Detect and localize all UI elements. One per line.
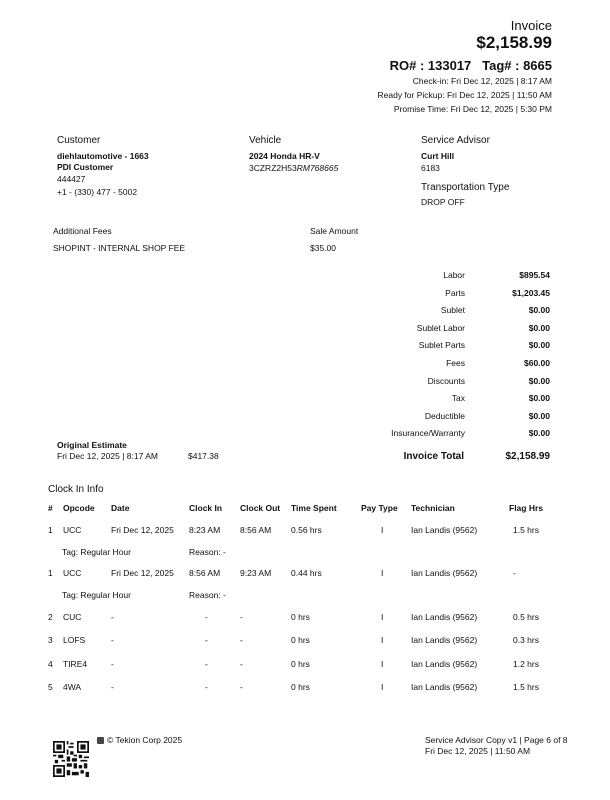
cell-flag-hrs: 1.5 hrs bbox=[513, 524, 539, 535]
cell-flag-hrs: 0.3 hrs bbox=[513, 635, 539, 646]
cell-clock-out: - bbox=[240, 682, 243, 693]
original-estimate-amount: $417.38 bbox=[188, 451, 219, 461]
cell-date: - bbox=[111, 682, 114, 693]
cell-technician: Ian Landis (9562) bbox=[411, 568, 478, 579]
clock-in-info-heading: Clock In Info bbox=[48, 484, 104, 495]
document-title: Invoice bbox=[510, 18, 552, 33]
invoice-total-label: Invoice Total bbox=[403, 451, 464, 462]
totals-label: Tax bbox=[451, 393, 465, 404]
table-row bbox=[48, 676, 568, 700]
cell-time-spent: 0 hrs bbox=[291, 682, 310, 693]
cell-clock-out: - bbox=[240, 635, 243, 646]
cell-time-spent: 0.44 hrs bbox=[291, 568, 322, 579]
column-header: Time Spent bbox=[291, 503, 337, 513]
cell-opcode: 4WA bbox=[63, 682, 82, 693]
copyright-text: © Tekion Corp 2025 bbox=[107, 735, 183, 745]
cell-time-spent: 0.56 hrs bbox=[291, 524, 322, 535]
totals-value: $0.00 bbox=[528, 428, 550, 439]
cell-technician: Ian Landis (9562) bbox=[411, 524, 478, 535]
totals-value: $0.00 bbox=[528, 410, 550, 421]
cell-pay-type: I bbox=[381, 611, 384, 622]
totals-label: Fees bbox=[446, 357, 465, 368]
service-advisor-heading: Service Advisor bbox=[421, 135, 490, 146]
original-estimate-heading: Original Estimate bbox=[57, 440, 127, 450]
cell-date: - bbox=[111, 611, 114, 622]
tag-label: Tag: Regular Hour bbox=[62, 546, 131, 557]
cell-date: Fri Dec 12, 2025 bbox=[111, 524, 174, 535]
customer-name: diehlautomotive - 1663 bbox=[57, 151, 149, 161]
column-header: Flag Hrs bbox=[509, 503, 544, 513]
totals-value: $895.54 bbox=[519, 270, 550, 280]
clock-table-header bbox=[48, 498, 568, 518]
customer-phone: +1 - (330) 477 - 5002 bbox=[57, 187, 138, 197]
vin-suffix: RM768665 bbox=[296, 163, 339, 173]
cell-number: 2 bbox=[48, 611, 53, 622]
tekion-logo-icon bbox=[97, 737, 104, 744]
totals-label: Labor bbox=[443, 270, 465, 280]
cell-clock-out: 8:56 AM bbox=[240, 524, 272, 535]
tag-row bbox=[48, 542, 568, 562]
cell-pay-type: I bbox=[381, 635, 384, 646]
totals-row-sublet bbox=[340, 305, 550, 323]
printed-timestamp: Fri Dec 12, 2025 | 11:50 AM bbox=[425, 746, 531, 756]
table-row bbox=[48, 652, 568, 676]
cell-time-spent: 0 hrs bbox=[291, 635, 310, 646]
fees-column-header: Additional Fees bbox=[53, 226, 112, 236]
cell-clock-out: - bbox=[240, 658, 243, 669]
table-row bbox=[48, 562, 568, 586]
table-row bbox=[48, 518, 568, 542]
cell-clock-out: - bbox=[240, 611, 243, 622]
totals-row-sublet-parts bbox=[340, 340, 550, 358]
copy-page-info: Service Advisor Copy v1 | Page 6 of 8 bbox=[425, 735, 568, 745]
totals-row-fees bbox=[340, 358, 550, 376]
cell-opcode: UCC bbox=[63, 568, 82, 579]
tag-row bbox=[48, 585, 568, 605]
totals-value: $0.00 bbox=[528, 340, 550, 351]
table-row bbox=[48, 605, 568, 629]
column-header: Opcode bbox=[63, 503, 95, 513]
cell-clock-in: - bbox=[205, 635, 208, 646]
advisor-id: 6183 bbox=[421, 163, 440, 173]
totals-row-deductible bbox=[340, 411, 550, 429]
totals-value: $0.00 bbox=[528, 393, 550, 404]
cell-opcode: LOFS bbox=[63, 635, 86, 646]
column-header: Technician bbox=[411, 503, 455, 513]
cell-opcode: TIRE4 bbox=[63, 658, 88, 669]
advisor-name: Curt Hill bbox=[421, 151, 455, 161]
cell-clock-out: 9:23 AM bbox=[240, 568, 272, 579]
customer-number: 444427 bbox=[57, 174, 86, 184]
totals-summary bbox=[340, 270, 550, 446]
totals-label: Insurance/Warranty bbox=[391, 428, 465, 439]
cell-number: 5 bbox=[48, 682, 53, 693]
promise-time: Promise Time: Fri Dec 12, 2025 | 5:30 PM bbox=[393, 104, 552, 114]
totals-row-discounts bbox=[340, 376, 550, 394]
cell-flag-hrs: 0.5 hrs bbox=[513, 611, 539, 622]
totals-value: $0.00 bbox=[528, 322, 550, 333]
tag-number: Tag# : 8665 bbox=[482, 58, 552, 73]
totals-value: $0.00 bbox=[528, 375, 550, 386]
totals-value: $60.00 bbox=[524, 357, 550, 368]
original-estimate-date: Fri Dec 12, 2025 | 8:17 AM bbox=[57, 451, 158, 461]
ro-tag-line bbox=[390, 58, 552, 73]
header-total-amount: $2,158.99 bbox=[476, 33, 552, 52]
qr-code-icon bbox=[53, 741, 89, 777]
vehicle-heading: Vehicle bbox=[249, 135, 282, 146]
cell-date: - bbox=[111, 658, 114, 669]
cell-pay-type: I bbox=[381, 682, 384, 693]
cell-flag-hrs: 1.5 hrs bbox=[513, 682, 539, 693]
column-header: Clock Out bbox=[240, 503, 281, 513]
vin-prefix: 3CZRZ2H53 bbox=[249, 163, 297, 173]
cell-technician: Ian Landis (9562) bbox=[411, 635, 478, 646]
tag-label: Tag: Regular Hour bbox=[62, 590, 131, 600]
cell-number: 1 bbox=[48, 524, 53, 535]
copyright-notice bbox=[97, 735, 182, 745]
invoice-total-value: $2,158.99 bbox=[505, 451, 550, 462]
transportation-value: DROP OFF bbox=[421, 197, 465, 207]
totals-row-tax bbox=[340, 393, 550, 411]
vehicle-model: 2024 Honda HR-V bbox=[249, 151, 320, 161]
cell-clock-in: - bbox=[205, 611, 208, 622]
column-header: Date bbox=[111, 503, 130, 513]
cell-flag-hrs: - bbox=[513, 568, 516, 579]
cell-clock-in: 8:56 AM bbox=[189, 568, 221, 579]
cell-technician: Ian Landis (9562) bbox=[411, 682, 478, 693]
cell-clock-in: - bbox=[205, 682, 208, 693]
cell-time-spent: 0 hrs bbox=[291, 611, 310, 622]
customer-type: PDI Customer bbox=[57, 162, 114, 172]
cell-time-spent: 0 hrs bbox=[291, 658, 310, 669]
cell-number: 1 bbox=[48, 568, 53, 579]
cell-flag-hrs: 1.2 hrs bbox=[513, 658, 539, 669]
totals-label: Sublet Parts bbox=[418, 340, 465, 351]
totals-label: Parts bbox=[445, 287, 465, 298]
column-header: Clock In bbox=[189, 503, 223, 513]
ro-number: RO# : 133017 bbox=[389, 58, 472, 73]
cell-opcode: CUC bbox=[63, 611, 82, 622]
totals-row-insurance-warranty bbox=[340, 428, 550, 446]
cell-pay-type: I bbox=[381, 524, 384, 535]
cell-number: 4 bbox=[48, 658, 53, 669]
totals-label: Deductible bbox=[424, 410, 465, 421]
cell-date: Fri Dec 12, 2025 bbox=[111, 568, 174, 579]
transportation-heading: Transportation Type bbox=[421, 182, 510, 193]
cell-opcode: UCC bbox=[63, 524, 82, 535]
column-header: Pay Type bbox=[361, 503, 398, 513]
check-in-time: Check-in: Fri Dec 12, 2025 | 8:17 AM bbox=[412, 76, 552, 86]
cell-technician: Ian Landis (9562) bbox=[411, 611, 478, 622]
customer-heading: Customer bbox=[57, 135, 101, 146]
reason-label: Reason: - bbox=[189, 590, 226, 600]
cell-number: 3 bbox=[48, 635, 53, 646]
cell-technician: Ian Landis (9562) bbox=[411, 658, 478, 669]
totals-value: $0.00 bbox=[528, 305, 550, 316]
vehicle-vin bbox=[249, 163, 338, 173]
table-row bbox=[48, 629, 568, 653]
totals-label: Sublet Labor bbox=[416, 322, 465, 333]
clock-in-table bbox=[48, 498, 568, 699]
cell-pay-type: I bbox=[381, 658, 384, 669]
cell-clock-in: 8:23 AM bbox=[189, 524, 221, 535]
fee-row-name: SHOPINT - INTERNAL SHOP FEE bbox=[53, 243, 186, 253]
totals-row-sublet-labor bbox=[340, 323, 550, 341]
cell-pay-type: I bbox=[381, 568, 384, 579]
column-header: # bbox=[48, 503, 53, 513]
ready-for-pickup-time: Ready for Pickup: Fri Dec 12, 2025 | 11:50 AM bbox=[377, 90, 552, 100]
sale-amount-column-header: Sale Amount bbox=[310, 226, 359, 236]
cell-clock-in: - bbox=[205, 658, 208, 669]
totals-label: Discounts bbox=[427, 375, 465, 386]
totals-value: $1,203.45 bbox=[512, 287, 550, 298]
totals-row-parts bbox=[340, 288, 550, 306]
reason-label: Reason: - bbox=[189, 546, 226, 557]
totals-row-labor bbox=[340, 270, 550, 288]
cell-date: - bbox=[111, 635, 114, 646]
fee-row-amount: $35.00 bbox=[310, 243, 336, 253]
totals-label: Sublet bbox=[440, 305, 465, 316]
